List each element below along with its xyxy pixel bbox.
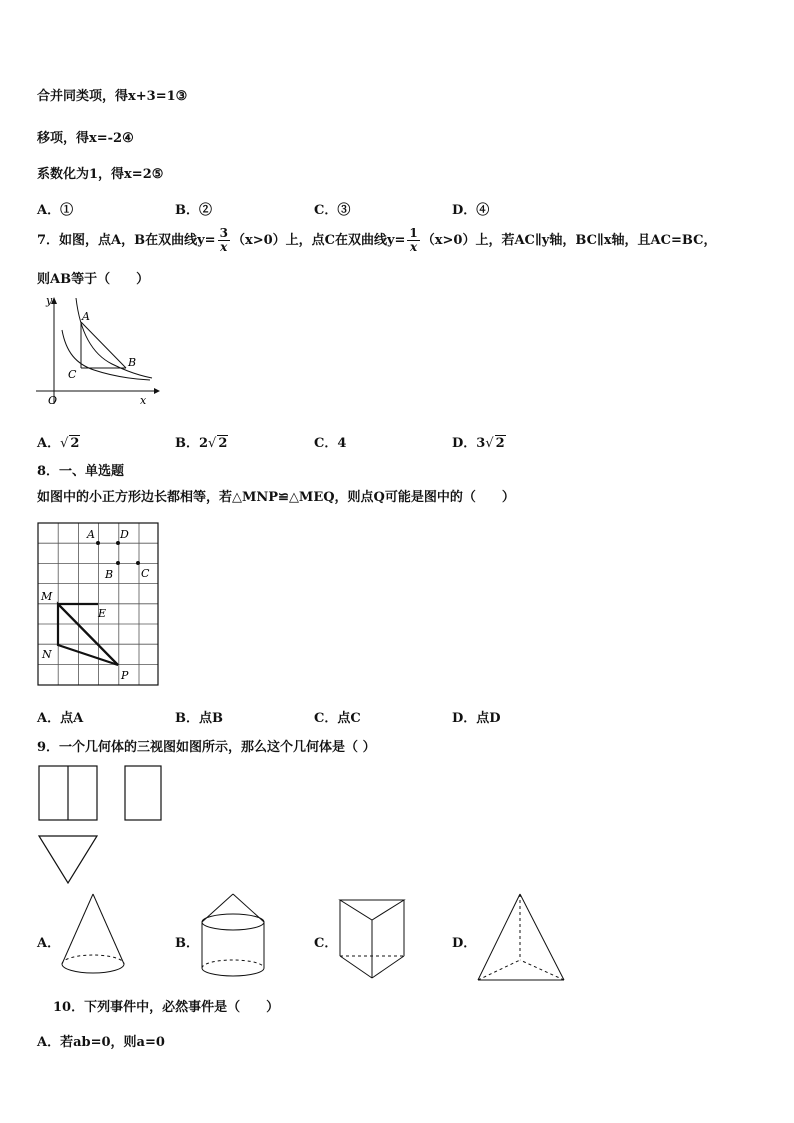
cone-right-edge [93, 894, 124, 964]
q9-option-b: B． [175, 936, 199, 951]
q9-cylinder-cone-figure [198, 892, 270, 982]
label-a: A [82, 310, 90, 323]
prism-base-right [372, 956, 404, 978]
q7-option-d-prefix: D．3 [452, 436, 486, 451]
point-d [116, 541, 120, 545]
q7-option-a-radicand: 2 [70, 436, 80, 451]
q6-option-b: B．② [175, 203, 212, 218]
q9-three-views [37, 764, 167, 889]
label-y: y [46, 294, 53, 307]
q8-question: 如图中的小正方形边长都相等，若△MNP≌△MEQ，则点Q可能是图中的（ ） [37, 490, 515, 505]
q7-text-b: （x>0）上，点C在双曲线y= [231, 233, 406, 248]
sqrt-icon: √ [485, 436, 494, 451]
pyramid-hidden-base-right [520, 960, 564, 980]
grid-label-e: E [98, 607, 107, 620]
sqrt-icon: √ [60, 436, 69, 451]
point-b [116, 561, 120, 565]
q8-option-d: D．点D [452, 711, 501, 726]
q7-fraction-2 [407, 227, 419, 254]
q8-grid-figure [37, 522, 161, 688]
q7-option-b-prefix: B．2 [175, 436, 209, 451]
side-view [125, 766, 161, 820]
q8-header: 8．一、单选题 [37, 464, 125, 479]
grid-label-c: C [141, 567, 150, 580]
cylinder-base-back [202, 960, 264, 968]
cylinder-top [202, 914, 264, 930]
top-view [39, 836, 97, 883]
sqrt-icon: √ [208, 436, 217, 451]
q9-prism-figure [338, 894, 410, 984]
q7-text-c: （x>0）上，若AC∥y轴，BC∥x轴，且AC=BC， [421, 233, 717, 248]
q7-option-d-radicand: 2 [495, 436, 505, 451]
q7-option-d [452, 432, 506, 451]
q6-option-d: D．④ [452, 203, 490, 218]
q8-option-a: A．点A [37, 711, 84, 726]
q7-frac1-numerator: 3 [219, 226, 228, 240]
label-b: B [128, 356, 137, 369]
q7-frac1-denominator: x [220, 240, 228, 254]
grid-label-b: B [105, 568, 114, 581]
step-combine: 合并同类项，得x+3=1③ [37, 89, 188, 104]
q7-option-b [175, 432, 228, 451]
grid-label-n: N [42, 648, 52, 661]
q9-question: 9．一个几何体的三视图如图所示，那么这个几何体是（ ） [37, 740, 376, 755]
q7-option-a [37, 432, 80, 451]
q7-hyperbola-figure [32, 292, 162, 407]
cone-base-front [62, 964, 124, 973]
q10-question: 10．下列事件中，必然事件是（ ） [53, 1000, 280, 1015]
grid-label-d: D [120, 528, 129, 541]
q7-option-a-prefix: A． [37, 436, 61, 451]
grid-label-a: A [87, 528, 95, 541]
cone-left-edge [62, 894, 93, 964]
q9-pyramid-figure [476, 892, 568, 984]
segment-ab [81, 322, 126, 368]
q7-fraction-1 [218, 227, 230, 254]
label-origin: O [48, 394, 58, 407]
grid-label-m: M [41, 590, 53, 603]
q7-option-c: C．4 [314, 436, 347, 451]
label-x: x [140, 394, 147, 407]
point-c [136, 561, 140, 565]
pyramid-right-edge [520, 894, 564, 980]
q7-text-a: 7．如图，点A，B在双曲线y= [37, 233, 216, 248]
x-axis-arrow [154, 388, 160, 394]
q9-option-a: A． [37, 936, 61, 951]
step-coefficient: 系数化为1，得x=2⑤ [37, 167, 164, 182]
q6-option-c: C．③ [314, 203, 351, 218]
step-transpose: 移项，得x=-2④ [37, 131, 134, 146]
q7-question-line2: 则AB等于（ ） [37, 272, 150, 287]
pyramid-left-edge [478, 894, 520, 980]
grid-label-p: P [121, 669, 129, 682]
q8-option-b: B．点B [175, 711, 223, 726]
q9-option-c: C． [314, 936, 338, 951]
q9-option-d: D． [452, 936, 477, 951]
pyramid-hidden-base-left [478, 960, 520, 980]
q7-frac2-numerator: 1 [409, 226, 418, 240]
label-c: C [68, 368, 77, 381]
q7-option-b-radicand: 2 [218, 436, 228, 451]
q8-option-c: C．点C [314, 711, 361, 726]
cone-base-back [62, 955, 124, 964]
prism-top [340, 900, 404, 920]
prism-base-left [340, 956, 372, 978]
q6-option-a: A．① [37, 203, 74, 218]
point-a [96, 541, 100, 545]
q9-cone-figure [60, 892, 130, 982]
q7-frac2-denominator: x [410, 240, 418, 254]
q10-option-a: A．若ab=0，则a=0 [37, 1035, 165, 1050]
cylinder-base-front [202, 968, 264, 976]
q7-question [37, 226, 716, 256]
